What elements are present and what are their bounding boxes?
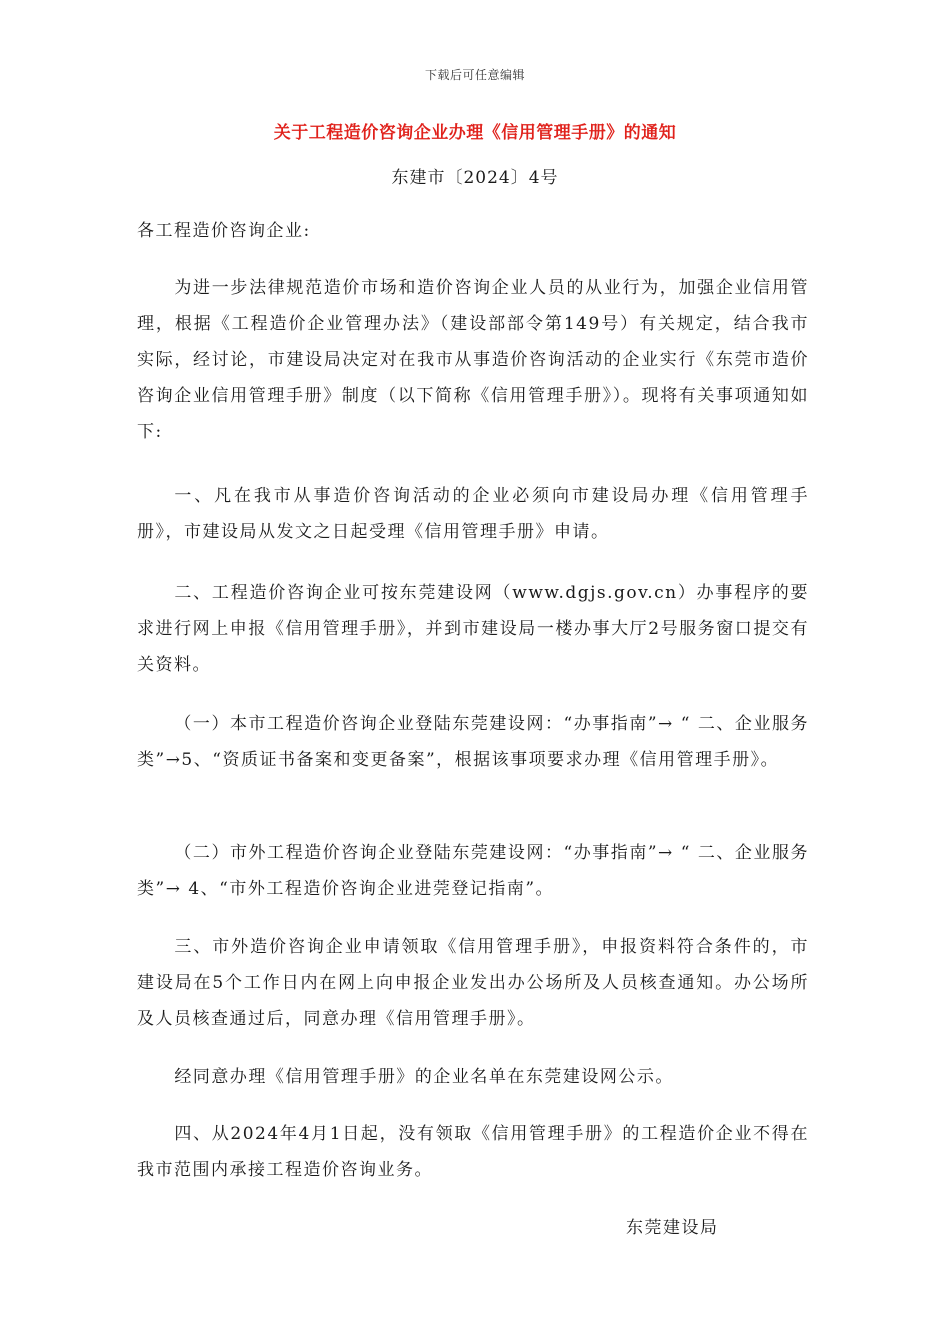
salutation: 各工程造价咨询企业: (137, 221, 311, 241)
document-title: 关于工程造价咨询企业办理《信用管理手册》的通知 (273, 123, 677, 143)
paragraph-publicity: 经同意办理《信用管理手册》的企业名单在东莞建设网公示。 (174, 1067, 674, 1087)
signature: 东莞建设局 (626, 1218, 719, 1238)
paragraph-item-4: 四、从2024年4月1日起，没有领取《信用管理手册》的工程造价企业不得在我市范围内承接工程造价咨询业务。 (137, 1124, 809, 1180)
paragraph-item-3: 三、市外造价咨询企业申请领取《信用管理手册》，申报资料符合条件的，市建设局在5个工作日内在网上向申报企业发出办公场所及人员核查通知。办公场所及人员核查通过后，同意办理《信用管理手册》。 (137, 937, 809, 1029)
paragraph-subitem-1: （一）本市工程造价咨询企业登陆东莞建设网：“办事指南”→ “ 二、企业服务类”→5、“资质证书备案和变更备案”，根据该事项要求办理《信用管理手册》。 (137, 714, 809, 770)
header-note: 下载后可任意编辑 (424, 68, 525, 82)
paragraph-intro: 为进一步法律规范造价市场和造价咨询企业人员的从业行为，加强企业信用管理，根据《工程造价企业管理办法》（建设部部令第149号）有关规定，结合我市实际，经讨论，市建设局决定对在我市从事造价咨询活动的企业实行《东莞市造价咨询企业信用管理手册》制度（以下简称《信用管理手册》）。现将有关事项通知如下: (137, 278, 809, 442)
document-number: 东建市〔2024〕4号 (391, 168, 559, 188)
paragraph-subitem-2: （二）市外工程造价咨询企业登陆东莞建设网：“办事指南”→ “ 二、企业服务类”→ 4、“市外工程造价咨询企业进莞登记指南”。 (137, 843, 809, 899)
paragraph-item-1: 一、凡在我市从事造价咨询活动的企业必须向市建设局办理《信用管理手册》，市建设局从发文之日起受理《信用管理手册》申请。 (137, 486, 809, 542)
paragraph-item-2: 二、工程造价咨询企业可按东莞建设网（www.dgjs.gov.cn）办事程序的要求进行网上申报《信用管理手册》，并到市建设局一楼办事大厅2号服务窗口提交有关资料。 (137, 583, 809, 675)
